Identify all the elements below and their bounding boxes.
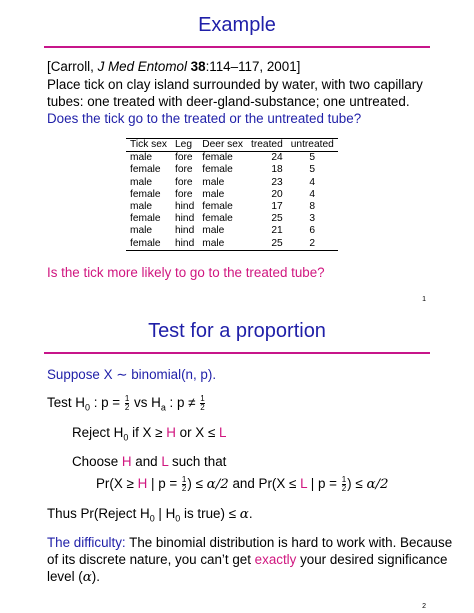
cell: 18 [271, 164, 283, 176]
table-row [126, 164, 338, 176]
tick-data-table [126, 138, 338, 251]
cell: female [202, 201, 233, 213]
difficulty-line-2 [47, 551, 447, 568]
choose-prefix: Choose [72, 454, 122, 469]
col-header: treated [247, 139, 287, 152]
pr1-close: ) [187, 476, 196, 491]
cell: female [126, 238, 171, 251]
thus-prefix: Thus Pr(Reject H [47, 506, 150, 521]
ha-subscript: a [160, 402, 166, 413]
col-header: untreated [287, 139, 338, 152]
l-variable: L [300, 476, 308, 491]
fraction-denominator: 2 [200, 402, 205, 412]
exactly-emphasis: exactly [254, 552, 297, 567]
test-hypothesis-line [47, 394, 206, 417]
slide-title: Example [198, 14, 276, 36]
difficulty-line-3 [47, 568, 100, 586]
cell: male [130, 152, 153, 164]
h0-subscript: 0 [84, 402, 90, 413]
difficulty-line-3-suffix: ). [91, 569, 100, 584]
half-fraction [200, 395, 204, 412]
difficulty-line-1 [47, 534, 452, 551]
h-variable: H [166, 425, 176, 440]
cell: male [130, 201, 153, 213]
leq-symbol: ≤ [207, 425, 216, 440]
reject-subscript: 0 [123, 432, 129, 443]
fraction-denominator: 2 [181, 483, 187, 493]
l-variable: L [219, 425, 227, 440]
table-row [126, 238, 338, 251]
h0-subscript: 0 [149, 513, 155, 524]
cell: 17 [271, 201, 283, 213]
table-row [126, 189, 338, 201]
cell: 25 [247, 238, 287, 251]
choose-and: and [131, 454, 162, 469]
citation-open: [Carroll, [47, 59, 98, 74]
col-header: Leg [171, 139, 198, 152]
difficulty-line-2-prefix: of its discrete nature, you can’t get [47, 552, 255, 567]
citation [47, 58, 300, 75]
fraction-denominator: 2 [341, 483, 347, 493]
cell: 21 [271, 225, 283, 237]
given-p: | p = [147, 476, 181, 491]
description-line-1: Place tick on clay island surrounded by water, with two capillary [47, 77, 423, 92]
cell: 4 [309, 176, 316, 188]
choose-suffix: such that [168, 454, 227, 469]
thus-given: | H [154, 506, 176, 521]
slide-title: Test for a proportion [148, 320, 326, 342]
cell: female [130, 188, 161, 200]
cell: male [202, 176, 225, 188]
test-colon-2: : p [165, 395, 185, 410]
sim-symbol: ∼ [116, 367, 128, 382]
fraction-denominator: 2 [124, 402, 130, 412]
thus-suffix: is true) [180, 506, 229, 521]
table-row [126, 213, 338, 225]
table-row [126, 201, 338, 213]
page-number: 1 [422, 296, 426, 303]
cell: female [202, 213, 233, 225]
citation-rest: :114–117, 2001] [205, 59, 301, 74]
fraction-numerator: 1 [200, 393, 205, 403]
half-fraction [182, 476, 186, 493]
cell: 25 [271, 213, 283, 225]
cell: 8 [309, 201, 316, 213]
test-colon: : p [89, 395, 109, 410]
cell: female [130, 213, 161, 225]
pr2-close: ) [347, 476, 356, 491]
col-header: Tick sex [126, 139, 171, 152]
probability-conditions-line [96, 475, 389, 493]
cell: female [130, 164, 161, 176]
leq-symbol: ≤ [355, 476, 363, 491]
h-variable: H [121, 454, 132, 469]
table-row [126, 152, 338, 165]
alpha-half: α/2 [206, 477, 229, 492]
h-variable: H [137, 476, 148, 491]
period: . [248, 506, 253, 521]
given-p: | p = [307, 476, 341, 491]
leq-symbol: ≤ [289, 476, 297, 491]
description-line-2: tubes: one treated with deer-gland-substance; one untreated. [47, 94, 410, 109]
slide-test-for-proportion [0, 308, 474, 613]
alpha-half: α/2 [366, 477, 389, 492]
cell: hind [174, 201, 195, 213]
half-fraction [342, 476, 346, 493]
choose-line [72, 453, 226, 470]
cell: 20 [271, 188, 283, 200]
citation-volume: 38 [190, 59, 206, 74]
test-vs: vs H [130, 395, 161, 410]
cell: fore [174, 152, 193, 164]
half-fraction [125, 395, 129, 412]
cell: hind [174, 225, 195, 237]
cell: male [202, 225, 225, 237]
cell: male [130, 176, 153, 188]
cell: 2 [287, 238, 338, 251]
citation-journal: J Med Entomol [97, 59, 187, 74]
fraction-numerator: 1 [341, 474, 347, 484]
cell: fore [174, 176, 193, 188]
cell: 3 [309, 213, 316, 225]
cell: fore [174, 188, 193, 200]
cell: 5 [309, 164, 316, 176]
col-header: Deer sex [198, 139, 247, 152]
thus-line [47, 505, 253, 528]
cell: 6 [309, 225, 316, 237]
cell: female [202, 152, 233, 164]
difficulty-line-3-prefix: level ( [47, 569, 83, 584]
test-prefix: Test H [47, 395, 85, 410]
cell: hind [171, 238, 198, 251]
l-variable: L [161, 454, 169, 469]
geq-symbol: ≥ [155, 425, 163, 440]
h0-subscript: 0 [175, 513, 181, 524]
geq-symbol: ≥ [126, 476, 134, 491]
suppose-suffix: binomial(n, p). [131, 367, 217, 382]
cell: 23 [271, 176, 283, 188]
pr1-prefix: Pr(X [96, 476, 127, 491]
cell: male [130, 225, 153, 237]
cell: female [202, 164, 233, 176]
question-1: Does the tick go to the treated or the untreated tube? [47, 111, 362, 126]
or-x: or X [175, 425, 208, 440]
cell: fore [174, 164, 193, 176]
not-equal-symbol: ≠ [184, 395, 200, 410]
reject-line [72, 424, 226, 447]
equals-symbol: = [108, 395, 124, 410]
suppose-prefix: Suppose X [47, 367, 113, 382]
difficulty-label: The difficulty: [47, 535, 126, 550]
reject-if: if X [128, 425, 156, 440]
reject-prefix: Reject H [72, 425, 124, 440]
title-rule [44, 46, 430, 48]
difficulty-line-2-suffix: your desired significance [296, 552, 448, 567]
question-2: Is the tick more likely to go to the treated tube? [47, 265, 325, 280]
alpha-symbol: α [239, 507, 249, 522]
leq-symbol: ≤ [195, 476, 203, 491]
cell: male [198, 238, 247, 251]
cell: 24 [271, 152, 283, 164]
table-row [126, 177, 338, 189]
pr-and: and Pr(X [228, 476, 290, 491]
leq-symbol: ≤ [228, 506, 237, 521]
difficulty-text-1: The binomial distribution is hard to work with. Because [125, 535, 453, 550]
page-number: 2 [422, 603, 426, 610]
table-header-row [126, 139, 338, 152]
cell: hind [174, 213, 195, 225]
alpha-symbol: α [82, 570, 92, 585]
cell: 5 [309, 152, 316, 164]
suppose-line [47, 366, 216, 383]
title-rule [44, 352, 430, 354]
table-row [126, 225, 338, 237]
cell: male [202, 188, 225, 200]
cell: 4 [309, 188, 316, 200]
fraction-numerator: 1 [181, 474, 187, 484]
fraction-numerator: 1 [124, 393, 130, 403]
